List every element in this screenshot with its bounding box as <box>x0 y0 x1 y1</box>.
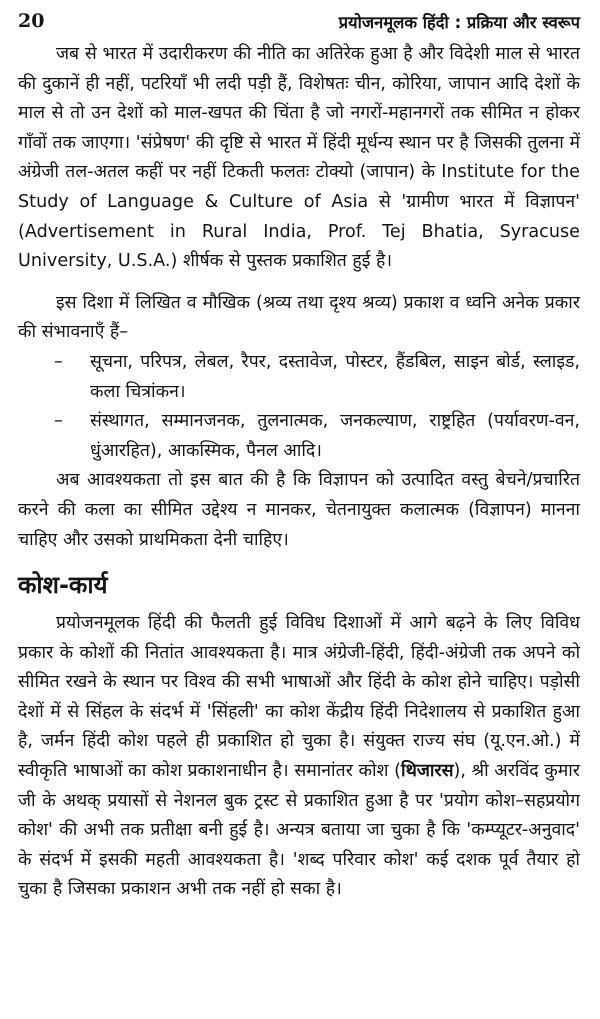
list-item-text: सूचना, परिपत्र, लेबल, रैपर, दस्तावेज, पोस्टर, हैंडबिल, साइन बोर्ड, स्लाइड, कला चित्रांकन। <box>90 351 580 402</box>
list-item <box>18 407 580 466</box>
paragraph-dictionaries <box>18 609 580 905</box>
paragraph-text: प्रयोजनमूलक हिंदी की फैलती हुई विविध दिशाओं में आगे बढ़ने के लिए विविध प्रकार के कोशों की नितांत आवश्यकता है। मात्र अंग्रेजी-हिंदी, हिंदी-अंग्रेजी तक अपने को सीमित रखने के स्थान पर विश्व की सभी भाषाओं और हिंदी के कोश होने चाहिए। पड़ोसी देशों में से सिंहल के संदर्भ में 'सिंहली' का कोश केंद्रीय हिंदी निदेशालय से प्रकाशित हुआ है, जर्मन हिंदी कोश पहले ही प्रकाशित हो चुका है। संयुक्त राज्य संघ (यू.एन.ओ.) में स्वीकृति भाषाओं का कोश प्रकाशनाधीन है। समानांतर कोश ( <box>18 613 580 782</box>
paragraph-text: ), श्री अरविंद कुमार जी के अथक् प्रयासों से नेशनल बुक ट्रस्ट से प्रकाशित हुआ है पर 'प्रयोग कोश–सहप्रयोग कोश' की अभी तक प्रतीक्षा बनी हुई है। अन्यत्र बताया जा चुका है कि 'कम्प्यूटर-अनुवाद' के संदर्भ में इसकी महती आवश्यकता है। 'शब्द परिवार कोश' कई दशक पूर्व तैयार हो चुका है जिसका प्रकाशन अभी तक नहीं हो सका है। <box>18 761 581 900</box>
body-text <box>18 40 580 905</box>
list-item-text: संस्थागत, सम्मानजनक, तुलनात्मक, जनकल्याण, राष्ट्रहित (पर्यावरण-वन, धुंआरहित), आकस्मिक, पैनल आदि। <box>90 411 580 461</box>
section-heading: कोश-कार्य <box>18 571 108 600</box>
list-item <box>18 348 580 407</box>
paragraph-advertising-art: अब आवश्यकता तो इस बात की है कि विज्ञापन को उत्पादित वस्तु बेचने/प्रचारित करने की कला का सीमित उद्देश्य न मानकर, चेतनायुक्त कलात्मक (विज्ञापन) मानना चाहिए और उसको प्राथमिकता देनी चाहिए। <box>18 470 580 550</box>
page-number: 20 <box>18 10 45 32</box>
paragraph-advertising-media: इस दिशा में लिखित व मौखिक (श्रव्य तथा दृश्य श्रव्य) प्रकाश व ध्वनि अनेक प्रकार की संभावनाएँ हैं– <box>18 292 580 343</box>
paragraph-liberalization: जब से भारत में उदारीकरण की नीति का अतिरेक हुआ है और विदेशी माल से भारत की दुकानें ही नहीं, पटरियाँ भी लदी पड़ी हैं, विशेषतः चीन, कोरिया, जापान आदि देशों के माल से तो उन देशों को माल-खपत की चिंता है जो नगरों-महानगरों तक सीमित न होकर गाँवों तक जाएगा। 'संप्रेषण' की दृष्टि से भारत में हिंदी मूर्धन्य स्थान पर है जिसकी तुलना में अंग्रेजी तल-अतल कहीं पर नहीं टिकती फलतः टोक्यो (जापान) के Institute for the Study of Language & Culture of Asia से 'ग्रामीण भारत में विज्ञापन' (Advertisement in Rural India, Prof. Tej Bhatia, Syracuse University, U.S.A.) शीर्षक से पुस्तक प्रकाशित हुई है। <box>18 44 580 272</box>
dash-list <box>18 348 580 466</box>
list-dash: – <box>54 411 63 432</box>
page-header <box>18 8 580 34</box>
bold-term: थिजारस <box>401 761 454 782</box>
list-dash: – <box>54 351 63 372</box>
running-head: प्रयोजनमूलक हिंदी : प्रक्रिया और स्वरूप <box>338 13 580 32</box>
